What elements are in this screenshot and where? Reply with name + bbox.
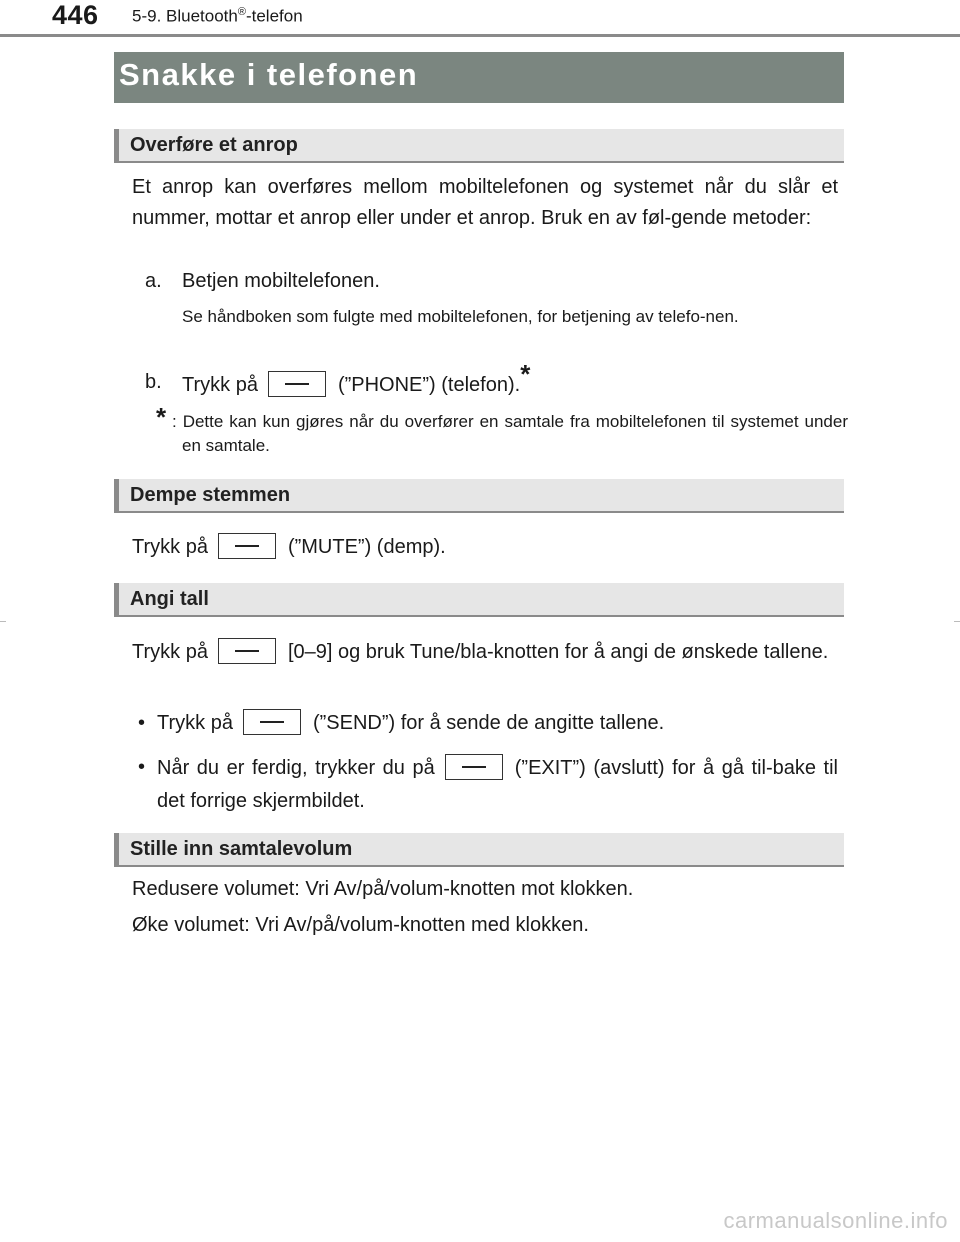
heading-accent (114, 129, 119, 161)
item-a-marker: a. (145, 270, 162, 292)
mute-pre: Trykk på (132, 536, 208, 558)
send-pre: Trykk på (157, 712, 233, 734)
digits-post: [0–9] og bruk Tune/bla-knotten for å angi de ønskede tallene. (287, 641, 829, 663)
bullet-send-marker: • (138, 712, 146, 734)
digits-button[interactable] (218, 638, 276, 664)
send-instruction (157, 708, 664, 738)
item-b-marker: b. (145, 371, 162, 393)
exit-post: (”EXIT”) (avslutt) for å gå til-bake til det forrige skjermbildet. (157, 757, 838, 812)
send-post: (”SEND”) for å sende de angitte tallene. (312, 712, 665, 734)
running-head (132, 6, 303, 27)
section-heading-volume (114, 833, 844, 867)
exit-button[interactable] (445, 754, 503, 780)
volume-decrease: Redusere volumet: Vri Av/på/volum-knotten mot klokken. (132, 878, 634, 900)
heading-accent (114, 583, 119, 615)
send-button[interactable] (243, 709, 301, 735)
exit-pre: Når du er ferdig, trykker du på (157, 757, 435, 779)
header-rule (0, 34, 960, 37)
page-number: 446 (52, 0, 99, 30)
section-heading-mute (114, 479, 844, 513)
item-b (182, 359, 531, 400)
digits-instruction (132, 636, 838, 669)
transfer-intro: Et anrop kan overføres mellom mobiltelefonen og systemet når du slår et nummer, mottar et anrop eller under et anrop. Bruk en av føl-gende metoder: (132, 176, 838, 229)
running-head-prefix: 5-9. Bluetooth (132, 6, 238, 26)
heading-text: Dempe stemmen (130, 484, 291, 506)
mute-instruction (132, 532, 446, 562)
heading-accent (114, 833, 119, 865)
margin-tick-right (954, 621, 960, 622)
item-a-text: Betjen mobiltelefonen. (182, 270, 380, 292)
volume-increase: Øke volumet: Vri Av/på/volum-knotten med klokken. (132, 914, 589, 936)
mute-button[interactable] (218, 533, 276, 559)
section-heading-digits (114, 583, 844, 617)
footnote-star: * (156, 402, 167, 432)
heading-text: Angi tall (130, 588, 209, 610)
exit-instruction (157, 752, 838, 818)
bullet-exit-marker: • (138, 756, 146, 778)
item-a-note: Se håndboken som fulgte med mobiltelefonen, for betjening av telefo-nen. (182, 307, 739, 326)
item-b-post: (”PHONE”) (telefon). (337, 374, 521, 396)
heading-text: Stille inn samtalevolum (130, 838, 353, 860)
page-title: Snakke i telefonen (119, 57, 419, 92)
heading-accent (114, 479, 119, 511)
running-head-suffix: -telefon (245, 6, 303, 26)
registered-mark: ® (237, 6, 246, 18)
mute-post: (”MUTE”) (demp). (287, 536, 446, 558)
digits-pre: Trykk på (132, 641, 208, 663)
section-heading-transfer (114, 129, 844, 163)
footnote-text: : Dette kan kun gjøres når du overfører en samtale fra mobiltelefonen til systemet under en samtale. (172, 412, 848, 455)
heading-text: Overføre et anrop (130, 134, 298, 156)
watermark: carmanualsonline.info (723, 1208, 948, 1233)
item-b-star: * (520, 359, 531, 389)
phone-button[interactable] (268, 371, 326, 397)
item-b-pre: Trykk på (182, 374, 258, 396)
margin-tick-left (0, 621, 6, 622)
